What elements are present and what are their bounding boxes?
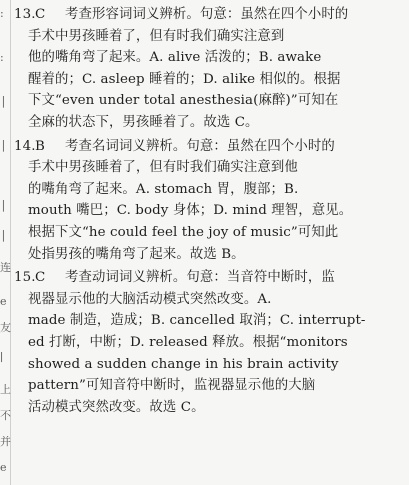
answer-explanations — [14, 4, 405, 420]
margin-glyph: e — [0, 296, 7, 308]
margin-glyph: │ — [0, 200, 7, 212]
explanation-item-15 — [14, 267, 405, 418]
question-number: 13. — [14, 7, 36, 22]
margin-glyph: 友 — [0, 322, 11, 334]
explanation-line — [14, 136, 405, 158]
explanation-line: 活动模式突然改变。故选 C。 — [28, 399, 205, 415]
explanation-line: 醒着的；C. asleep 睡着的；D. alike 相似的。根据 — [28, 71, 341, 87]
margin-glyph: 上 — [0, 384, 11, 396]
explanation-line: 手术中男孩睡着了，但有时我们确实注意到他 — [28, 160, 298, 176]
margin-glyph: 并 — [0, 436, 11, 448]
explanation-line: 他的嘴角弯了起来。A. alive 活泼的；B. awake — [28, 50, 322, 66]
answer-letter: C — [35, 7, 46, 22]
explanation-line: showed a sudden change in his brain activity — [28, 356, 339, 372]
explanation-line: made 制造，造成；B. cancelled 取消；C. interrupt- — [28, 313, 366, 329]
margin-glyph: : — [0, 8, 4, 20]
explanation-text: 考查形容词词义辨析。句意：虽然在四个小时的 — [65, 7, 349, 22]
margin-glyph: e — [0, 462, 7, 474]
explanation-line: 的嘴角弯了起来。A. stomach 胃，腹部；B. — [28, 181, 299, 197]
explanation-line: 下文“even under total anesthesia(麻醉)”可知在 — [28, 93, 339, 109]
explanation-line: 视器显示他的大脑活动模式突然改变。A. — [28, 291, 272, 307]
explanation-line: 手术中男孩睡着了，但有时我们确实注意到 — [28, 28, 285, 44]
margin-glyph: 连 — [0, 262, 11, 274]
left-margin-bleed — [0, 0, 12, 485]
explanation-item-14 — [14, 136, 405, 266]
question-number: 14. — [14, 138, 36, 154]
explanation-line: pattern”可知音符中断时，监视器显示他的大脑 — [28, 378, 316, 394]
explanation-line: 处指男孩的嘴角弯了起来。故选 B。 — [28, 246, 245, 262]
explanation-line: mouth 嘴巴；C. body 身体；D. mind 理智，意见。 — [28, 203, 353, 219]
margin-glyph: │ — [0, 230, 7, 242]
margin-glyph: 不 — [0, 410, 11, 422]
explanation-line: 根据下文“he could feel the joy of music”可知此 — [28, 224, 339, 240]
margin-glyph: ∣ — [0, 352, 4, 364]
margin-glyph: : — [0, 52, 4, 64]
question-number: 15. — [14, 270, 36, 286]
explanation-item-13 — [14, 4, 405, 134]
explanation-text: 考查动词词义辨析。句意：当音符中断时，监 — [65, 270, 335, 286]
explanation-line: ed 打断，中断；D. released 释放。根据“monitors — [28, 334, 348, 350]
explanation-line: 全麻的状态下，男孩睡着了。故选 C。 — [28, 114, 259, 130]
answer-letter: B — [35, 138, 45, 154]
explanation-text: 考查名词词义辨析。句意：虽然在四个小时的 — [65, 138, 335, 154]
explanation-line — [14, 4, 405, 26]
answer-letter: C — [35, 270, 46, 286]
margin-glyph: │ — [0, 96, 7, 108]
margin-glyph: │ — [0, 140, 7, 152]
explanation-line — [14, 267, 405, 289]
